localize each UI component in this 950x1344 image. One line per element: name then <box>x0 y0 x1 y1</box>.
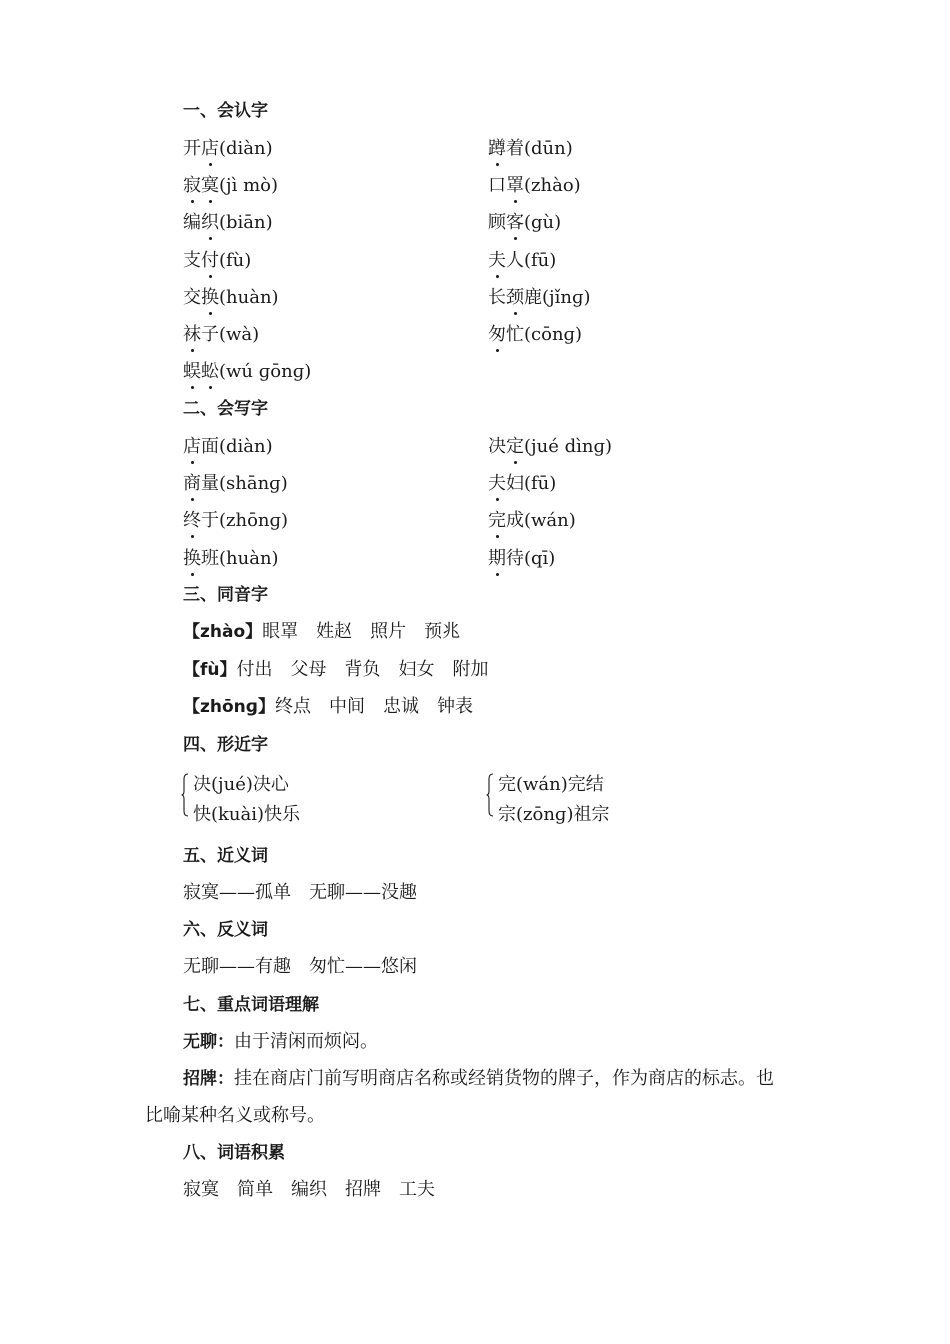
word-text: 待(qī) <box>506 547 556 569</box>
word-text: 长 <box>488 286 506 308</box>
write-char-item <box>488 435 612 459</box>
emphasized-char: 蜈 <box>183 361 201 383</box>
homophone-pinyin-label: 【zhōnɡ】 <box>183 697 275 717</box>
emphasized-char: 颈 <box>506 286 524 308</box>
word-text: 决 <box>488 436 506 457</box>
recognize-char-item <box>488 323 582 347</box>
accumulated-word: 工夫 <box>399 1179 435 1200</box>
word-text: (gù) <box>524 212 562 234</box>
similar-char-group-2-line-2: 宗(zōnɡ)祖宗 <box>498 804 610 825</box>
word-text: 量(shānɡ) <box>201 473 288 495</box>
word-text: (fù) <box>219 249 252 271</box>
recognize-char-item <box>488 249 556 273</box>
emphasized-char: 罩 <box>506 175 524 197</box>
word-text: (wú ɡōnɡ) <box>219 361 312 383</box>
section-title-6: 六、反义词 <box>183 920 268 940</box>
word-text: (jì mò) <box>219 175 279 197</box>
antonyms-text: 无聊——有趣 匆忙——悠闲 <box>183 956 417 977</box>
word-text: (jué dìnɡ) <box>524 436 612 457</box>
word-text: (biān) <box>219 212 273 234</box>
homophone-pinyin-label: 【zhào】 <box>183 622 263 642</box>
homophone-word: 忠诚 <box>382 696 419 717</box>
similar-char-group-2-line-1: 完(wán)完结 <box>498 774 604 795</box>
recognize-char-item <box>488 286 591 310</box>
word-text: 子(wà) <box>201 324 260 345</box>
word-text: 人(fū) <box>506 249 557 271</box>
section-title-2: 二、会写字 <box>183 399 268 419</box>
emphasized-char: 客 <box>506 212 524 234</box>
emphasized-char: 袜 <box>183 324 201 345</box>
emphasized-char: 夫 <box>488 249 506 271</box>
word-text: 着(dūn) <box>506 138 573 159</box>
homophone-word: 附加 <box>452 658 489 680</box>
homophone-row <box>183 620 460 644</box>
homophone-word: 照片 <box>370 621 407 642</box>
accumulated-word: 编织 <box>291 1179 327 1200</box>
definition-text: 挂在商店门前写明商店名称或经销货物的牌子，作为商店的标志。也 <box>234 1068 774 1089</box>
recognize-char-item <box>183 286 279 310</box>
recognize-char-item <box>183 211 273 235</box>
definition-term: 无聊： <box>183 1032 234 1052</box>
homophone-word: 眼罩 <box>262 621 299 642</box>
emphasized-char: 期 <box>488 547 506 569</box>
accumulated-word: 寂寞 <box>183 1179 219 1200</box>
homophone-word: 中间 <box>328 696 365 717</box>
word-text: 支 <box>183 249 201 271</box>
word-text: 编 <box>183 212 201 234</box>
section-title-7: 七、重点词语理解 <box>183 995 319 1015</box>
word-text: 开 <box>183 138 201 159</box>
definition-term: 招牌： <box>183 1069 234 1089</box>
homophone-word: 钟表 <box>436 696 473 717</box>
word-text: (huàn) <box>219 286 279 308</box>
section-title-1: 一、会认字 <box>183 101 268 121</box>
homophone-word: 预兆 <box>424 621 461 642</box>
emphasized-char: 付 <box>201 249 219 271</box>
emphasized-char: 寂 <box>183 175 201 197</box>
emphasized-char: 夫 <box>488 473 506 495</box>
word-text: 妇(fū) <box>506 473 557 495</box>
homophone-word: 终点 <box>274 696 311 717</box>
word-text: 于(zhōnɡ) <box>201 510 289 532</box>
definition-2 <box>183 1067 774 1091</box>
accumulated-word: 简单 <box>237 1179 273 1200</box>
accumulated-word: 招牌 <box>345 1179 381 1200</box>
synonyms-text: 寂寞——孤单 无聊——没趣 <box>183 882 417 903</box>
word-text: 班(huàn) <box>201 547 279 569</box>
word-text: 忙(cōnɡ) <box>506 324 583 345</box>
word-text: 口 <box>488 175 506 197</box>
section-title-3: 三、同音字 <box>183 585 268 605</box>
word-text: (zhào) <box>524 175 581 197</box>
write-char-item <box>183 509 288 533</box>
recognize-char-item <box>183 323 259 347</box>
emphasized-char: 换 <box>183 547 201 569</box>
emphasized-char: 织 <box>201 212 219 234</box>
homophone-word: 父母 <box>290 658 327 680</box>
similar-char-group-1-line-1: 决(jué)决心 <box>193 774 289 795</box>
homophone-word: 付出 <box>236 658 273 680</box>
emphasized-char: 蚣 <box>201 361 219 383</box>
write-char-item <box>488 547 555 571</box>
write-char-item <box>183 472 288 496</box>
word-text: 交 <box>183 286 201 308</box>
homophone-pinyin-label: 【fù】 <box>183 659 237 680</box>
emphasized-char: 匆 <box>488 324 506 345</box>
recognize-char-item <box>183 174 278 198</box>
recognize-char-item <box>183 137 273 161</box>
recognize-char-item <box>488 211 561 235</box>
similar-char-group-1-line-2: 快(kuài)快乐 <box>193 804 301 825</box>
word-text: 面(diàn) <box>201 436 273 457</box>
emphasized-char: 寞 <box>201 175 219 197</box>
homophone-row <box>183 695 473 719</box>
word-text: 顾 <box>488 212 506 234</box>
write-char-item <box>488 472 556 496</box>
emphasized-char: 换 <box>201 286 219 308</box>
emphasized-char: 店 <box>201 138 219 159</box>
recognize-char-item <box>488 174 581 198</box>
write-char-item <box>183 435 273 459</box>
definition-1 <box>183 1030 378 1054</box>
word-text: 鹿(jǐnɡ) <box>524 286 591 308</box>
emphasized-char: 定 <box>506 436 524 457</box>
word-accumulation-list <box>183 1178 435 1202</box>
homophone-word: 背负 <box>344 658 381 680</box>
homophone-row <box>183 658 489 682</box>
homophone-word: 姓赵 <box>316 621 353 642</box>
write-char-item <box>488 509 576 533</box>
emphasized-char: 完 <box>488 510 506 532</box>
recognize-char-item <box>183 249 251 273</box>
section-title-8: 八、词语积累 <box>183 1143 285 1163</box>
homophone-word: 妇女 <box>398 658 435 680</box>
left-brace-icon <box>181 773 189 817</box>
recognize-char-item <box>183 360 311 384</box>
word-text: 成(wán) <box>506 510 576 532</box>
definition-text: 由于清闲而烦闷。 <box>234 1031 378 1052</box>
emphasized-char: 终 <box>183 510 201 532</box>
word-text: (diàn) <box>219 138 273 159</box>
section-title-5: 五、近义词 <box>183 846 268 866</box>
write-char-item <box>183 547 279 571</box>
emphasized-char: 蹲 <box>488 138 506 159</box>
section-title-4: 四、形近字 <box>183 735 268 755</box>
definition-2-continuation: 比喻某种名义或称号。 <box>145 1105 325 1126</box>
emphasized-char: 店 <box>183 436 201 457</box>
recognize-char-item <box>488 137 573 161</box>
emphasized-char: 商 <box>183 473 201 495</box>
left-brace-icon <box>486 773 494 817</box>
